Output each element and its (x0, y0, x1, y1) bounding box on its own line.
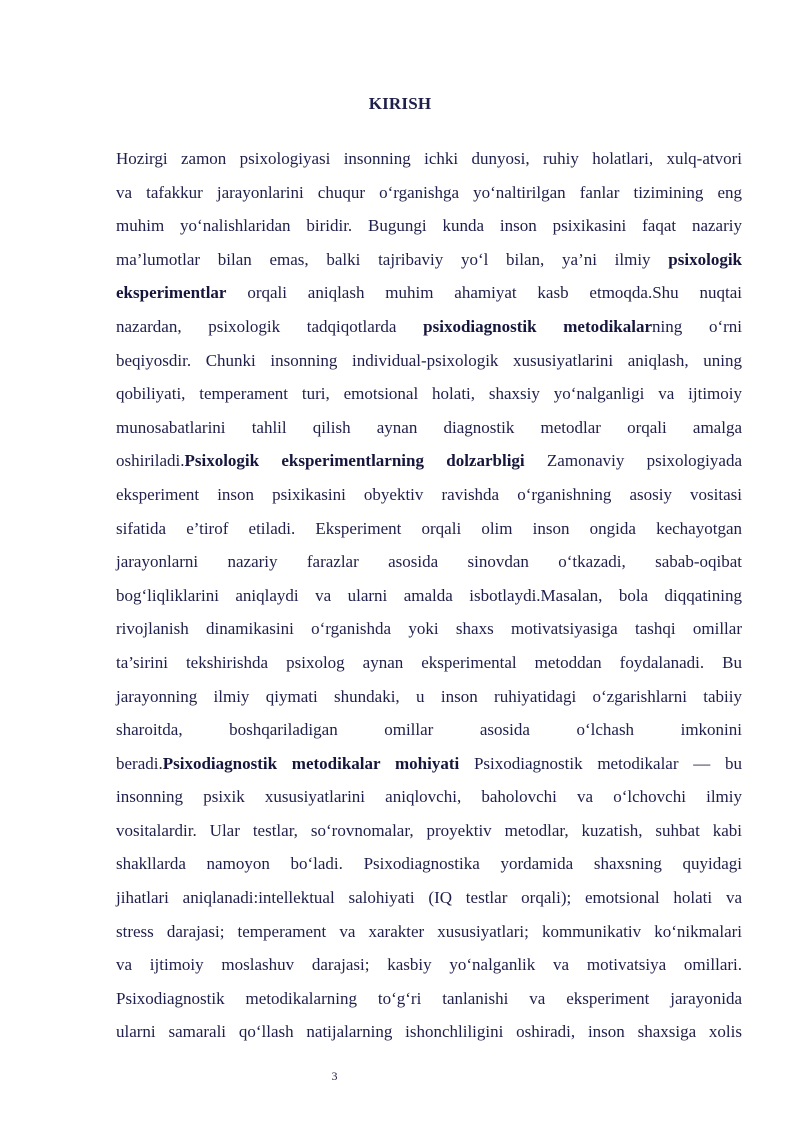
page-title: KIRISH (368, 94, 432, 113)
body-paragraph (116, 142, 742, 1049)
text-run: vositalardir. Ular testlar, so‘rovnomalar, proyektiv metodlar, kuzatish, suhbat kabi (116, 820, 742, 840)
text-run: eksperiment inson psixikasini obyektiv ravishda o‘rganishning asosiy vositasi (116, 484, 742, 504)
text-line (116, 881, 742, 915)
text-line (116, 209, 742, 243)
text-line (116, 612, 742, 646)
text-run: Hozirgi zamon psixologiyasi insonning ichki dunyosi, ruhiy holatlari, xulq-atvori (116, 149, 742, 168)
bold-term: eksperimentlar (116, 283, 227, 303)
text-line (116, 411, 742, 445)
text-run: va tafakkur jarayonlarini chuqur o‘rganishga yo‘naltirilgan fanlar tizimining eng (116, 182, 742, 202)
text-run: muhim yo‘nalishlaridan biridir. Bugungi kunda inson psixikasini faqat nazariy (116, 216, 742, 236)
text-run: munosabatlarini tahlil qilish aynan diagnostik metodlar orqali amalga (116, 417, 742, 437)
text-run: orqali aniqlash muhim ahamiyat kasb etmoqda.Shu nuqtai (226, 283, 742, 303)
text-run: Psixodiagnostik metodikalar — bu (459, 753, 742, 773)
text-line (116, 176, 742, 210)
text-line (116, 444, 742, 478)
page-number: 3 (331, 1069, 338, 1083)
text-run: oshiriladi. (116, 451, 185, 471)
text-run: jarayonlarni nazariy farazlar asosida sinovdan o‘tkazadi, sabab-oqibat (116, 552, 742, 572)
text-run: ma’lumotlar bilan emas, balki tajribaviy yo‘l bilan, ya’ni ilmiy (116, 249, 669, 269)
text-line (116, 713, 742, 747)
text-line (116, 310, 742, 344)
text-run: sifatida e’tirof etiladi. Eksperiment orqali olim inson ongida kechayotgan (116, 518, 742, 538)
text-line (116, 646, 742, 680)
text-run: ta’sirini tekshirishda psixolog aynan eksperimental metoddan foydalanadi. Bu (116, 652, 742, 672)
text-run: beqiyosdir. Chunki insonning individual-psixologik xususiyatlarini aniqlash, uning (116, 350, 742, 370)
text-line (116, 579, 742, 613)
text-run: va ijtimoiy moslashuv darajasi; kasbiy yo‘nalganlik va motivatsiya omillari. (116, 955, 742, 975)
text-line (116, 142, 742, 176)
text-line (116, 680, 742, 714)
text-line (116, 814, 742, 848)
text-line (116, 512, 742, 546)
text-line (116, 478, 742, 512)
text-line (116, 780, 742, 814)
text-line (116, 377, 742, 411)
text-run: nazardan, psixologik tadqiqotlarda (116, 316, 424, 336)
bold-term: psixologik (668, 249, 742, 269)
text-run: qobiliyati, temperament turi, emotsional holati, shaxsiy yo‘nalganligi va ijtimoiy (116, 384, 742, 404)
text-run: stress darajasi; temperament va xarakter xususiyatlari; kommunikativ ko‘nikmalari (116, 921, 742, 941)
text-run: Psixodiagnostik metodikalarning to‘g‘ri tanlanishi va eksperiment jarayonida (116, 988, 742, 1008)
text-run: Zamonaviy psixologiyada (524, 451, 742, 471)
text-line (116, 243, 742, 277)
text-run: shakllarda namoyon bo‘ladi. Psixodiagnostika yordamida shaxsning quyidagi (116, 854, 742, 874)
text-line (116, 948, 742, 982)
text-run: rivojlanish dinamikasini o‘rganishda yoki shaxs motivatsiyasiga tashqi omillar (116, 619, 742, 639)
text-line (116, 344, 742, 378)
text-run: beradi. (116, 753, 163, 773)
text-line (116, 276, 742, 310)
text-run: jihatlari aniqlanadi:intellektual salohiyati (IQ testlar orqali); emotsional holati va (116, 888, 742, 908)
text-run: ularni samarali qo‘llash natijalarning ishonchliligini oshiradi, inson shaxsiga xolis (116, 1022, 742, 1042)
text-run: insonning psixik xususiyatlarini aniqlovchi, baholovchi va o‘lchovchi ilmiy (116, 787, 742, 807)
bold-term: Psixologik eksperimentlarning dolzarbligi (184, 451, 525, 471)
text-line (116, 545, 742, 579)
text-line (116, 982, 742, 1016)
text-run: sharoitda, boshqariladigan omillar asosida o‘lchash imkonini (116, 720, 742, 740)
text-run: jarayonning ilmiy qiymati shundaki, u inson ruhiyatidagi o‘zgarishlarni tabiiy (116, 686, 742, 706)
text-line (116, 915, 742, 949)
text-line (116, 847, 742, 881)
text-run: bog‘liqliklarini aniqlaydi va ularni amalda isbotlaydi.Masalan, bola diqqatining (116, 585, 742, 605)
text-run: ning o‘rni (652, 316, 742, 336)
bold-term: Psixodiagnostik metodikalar mohiyati (162, 753, 460, 773)
bold-term: psixodiagnostik metodikalar (423, 316, 653, 336)
text-line (116, 1015, 742, 1049)
text-line (116, 747, 742, 781)
